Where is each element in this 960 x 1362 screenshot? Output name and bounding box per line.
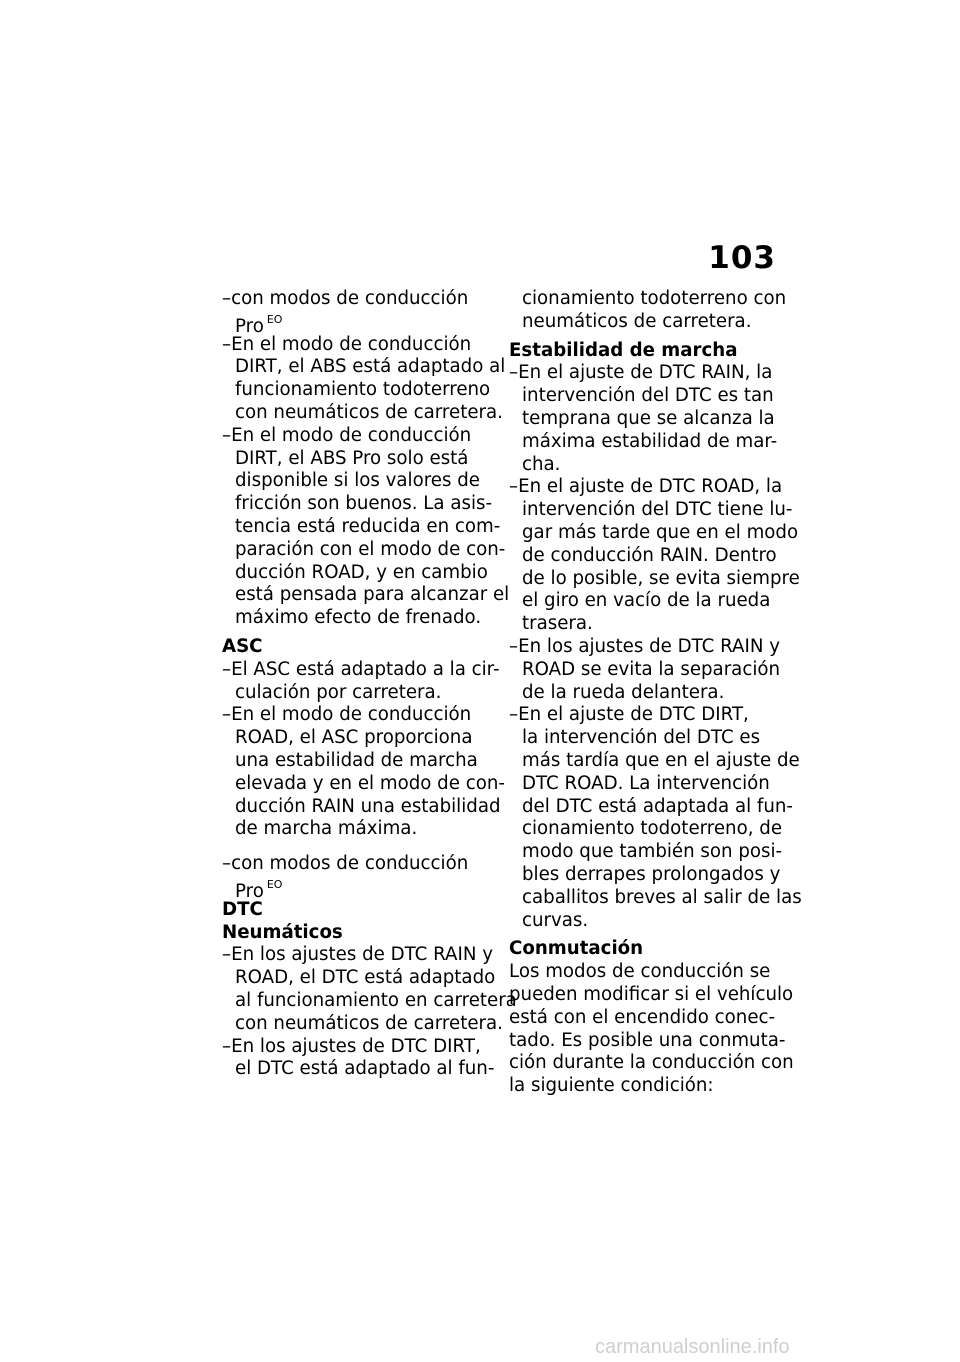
list-item-cont: culación por carretera. [235,681,442,703]
list-item-cont: intervención del DTC es tan [522,385,774,407]
page-number: 103 [708,240,776,276]
list-item: –En el modo de conducción [222,704,472,726]
list-item-cont: del DTC está adaptada al fun- [522,795,793,817]
list-item-cont: fricción son buenos. La asis- [235,493,493,515]
list-item-cont: el DTC está adaptado al fun- [235,1058,495,1080]
right-column [509,288,802,1098]
list-item: –En el ajuste de DTC DIRT, [509,704,749,726]
pro-label: Pro [235,315,264,337]
list-item-cont: modo que también son posi- [522,841,783,863]
list-item: –En el ajuste de DTC RAIN, la [509,362,773,384]
list-item-cont: ROAD, el DTC está adaptado [235,967,496,989]
list-item-cont: de marcha máxima. [235,818,418,840]
list-item: –En el modo de conducción [222,333,472,355]
list-item-cont: ROAD se evita la separación [522,658,781,680]
paragraph-line: la siguiente condición: [509,1075,714,1097]
list-item-cont: disponible si los valores de [235,470,480,492]
list-item-cont: el giro en vacío de la rueda [522,590,771,612]
eo-superscript: EO [266,312,283,326]
list-item-cont: de lo posible, se evita siempre [522,567,800,589]
paragraph-line: ción durante la conducción con [509,1052,794,1074]
heading-neumaticos: Neumáticos [222,921,343,943]
list-item-cont: una estabilidad de marcha [235,749,478,771]
list-item-cont [222,311,492,337]
list-item: –El ASC está adaptado a la cir- [222,658,500,680]
list-item-cont: caballitos breves al salir de las [522,886,802,908]
list-item-cont: más tardía que en el ajuste de [522,749,800,771]
list-item-cont: DIRT, el ABS Pro solo está [235,447,469,469]
list-item: –En el modo de conducción [222,424,472,446]
left-column [222,288,517,1081]
heading-dtc: DTC [222,898,263,920]
paragraph-line: está con el encendido conec- [509,1006,776,1028]
list-item: –En los ajustes de DTC RAIN y [222,944,494,966]
list-item-cont: con neumáticos de carretera. [235,1012,503,1034]
list-item-cont: DIRT, el ABS está adaptado al [235,356,506,378]
list-item-cont: ROAD, el ASC proporciona [235,727,473,749]
list-item-cont: trasera. [522,613,593,635]
list-item-cont: con neumáticos de carretera. [235,401,503,423]
list-item-cont: cionamiento todoterreno, de [522,818,783,840]
list-item-cont: ducción ROAD, y en cambio [235,561,488,583]
list-item-cont [222,876,492,902]
list-item-cont: DTC ROAD. La intervención [522,772,770,794]
list-item-cont: cha. [522,453,561,475]
list-item-cont: temprana que se alcanza la [522,407,775,429]
list-item-cont: cionamiento todoterreno con [522,288,787,309]
list-item-cont: tencia está reducida en com- [235,515,501,537]
list-item: –En los ajustes de DTC RAIN y [509,635,781,657]
list-item-cont: neumáticos de carretera. [522,310,752,332]
list-item: –con modos de conducción [222,288,469,309]
list-item: –En los ajustes de DTC DIRT, [222,1035,481,1057]
list-item: –con modos de conducción [222,853,469,875]
list-item-cont: bles derrapes prolongados y [522,863,781,885]
list-item: –En el ajuste de DTC ROAD, la [509,476,783,498]
list-item-cont: de conducción RAIN. Dentro [522,544,777,566]
heading-estabilidad: Estabilidad de marcha [509,339,738,361]
list-item-cont: intervención del DTC tiene lu- [522,499,793,521]
list-item-cont: elevada y en el modo de con- [235,772,505,794]
list-item-cont: al funcionamiento en carretera [235,989,517,1011]
paragraph-line: Los modos de conducción se [509,961,771,983]
heading-asc: ASC [222,635,263,657]
list-item-cont: está pensada para alcanzar el [235,584,510,606]
watermark: carmanualsonline.info [595,1336,790,1358]
list-item-cont: ducción RAIN una estabilidad [235,795,501,817]
list-item-cont: funcionamiento todoterreno [235,379,491,401]
paragraph-line: pueden modificar si el vehículo [509,983,794,1005]
eo-superscript: EO [266,877,283,891]
list-item-cont: máxima estabilidad de mar- [522,430,778,452]
pro-label: Pro [235,880,264,902]
paragraph-line: tado. Es posible una conmuta- [509,1029,786,1051]
list-item-cont: curvas. [522,909,589,931]
list-item-cont: máximo efecto de frenado. [235,607,482,629]
list-item-cont: paración con el modo de con- [235,538,506,560]
list-item-cont: de la rueda delantera. [522,681,725,703]
list-item-cont: gar más tarde que en el modo [522,521,799,543]
list-item-cont: la intervención del DTC es [522,727,761,749]
heading-conmutacion: Conmutación [509,938,644,960]
